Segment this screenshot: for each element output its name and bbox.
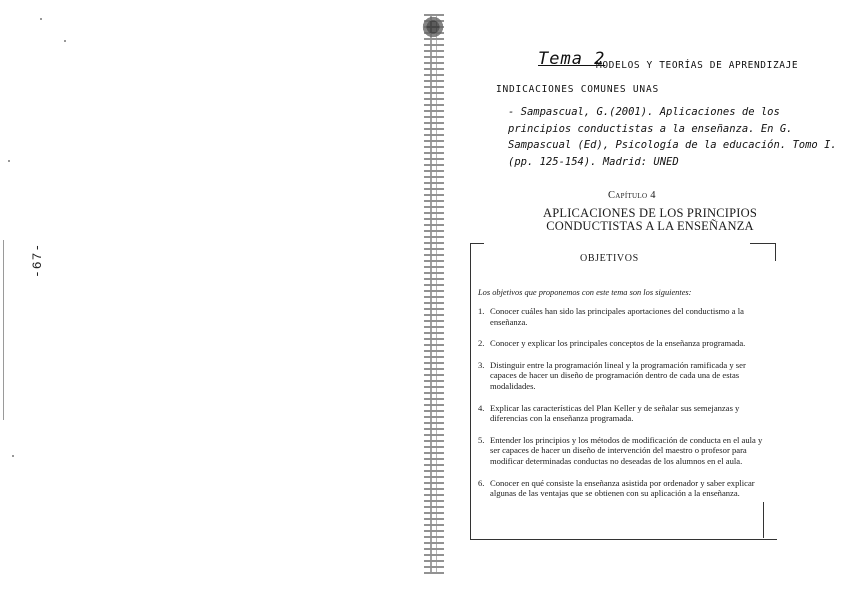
objective-item bbox=[478, 306, 778, 327]
box-corner bbox=[470, 243, 484, 244]
objective-number: 4. bbox=[478, 402, 485, 413]
box-edge bbox=[775, 243, 776, 261]
handwritten-tema-title: MODELOS Y TEORÍAS DE APRENDIZAJE bbox=[596, 60, 799, 71]
handwritten-indicaciones: INDICACIONES COMUNES UNAS bbox=[496, 84, 659, 95]
scan-speck bbox=[64, 40, 66, 42]
box-corner bbox=[750, 243, 776, 244]
objective-item bbox=[478, 403, 778, 424]
objective-text: Conocer y explicar los principales conceptos de la enseñanza programada. bbox=[490, 338, 746, 349]
objective-item bbox=[478, 435, 778, 467]
book-binding bbox=[424, 14, 444, 574]
page-number: -67- bbox=[30, 242, 45, 278]
objective-text: Entender los principios y los métodos de modificación de conducta en el aula y ser capaces de hacer un diseño de intervención del maestro o profesor para modificar determinadas conductas no deseadas de los alumnos en el aula. bbox=[490, 434, 763, 466]
objective-text: Explicar las características del Plan Keller y de señalar sus semejanzas y diferencias con la enseñanza programada. bbox=[490, 402, 740, 424]
scan-speck bbox=[8, 160, 10, 162]
right-page bbox=[450, 0, 848, 599]
objective-text: Conocer cuáles han sido las principales aportaciones del conductismo a la enseñanza. bbox=[490, 306, 744, 327]
objective-text: Distinguir entre la programación lineal y la programación ramificada y ser capaces de hacer un diseño de programación dentro de cada una de estas modalidades. bbox=[490, 359, 746, 391]
chapter-title bbox=[500, 207, 800, 233]
margin-line bbox=[3, 240, 4, 420]
objective-number: 2. bbox=[478, 338, 485, 349]
scan-speck bbox=[12, 455, 14, 457]
objective-text: Conocer en qué consiste la enseñanza asistida por ordenador y saber explicar algunas de las ventajas que se obtienen con su aplicación a la enseñanza. bbox=[490, 477, 755, 499]
objectives-intro: Los objetivos que proponemos con este tema son los siguientes: bbox=[478, 288, 692, 297]
objective-number: 3. bbox=[478, 359, 485, 370]
objective-number: 1. bbox=[478, 306, 485, 316]
left-page bbox=[0, 0, 420, 599]
objective-number: 6. bbox=[478, 477, 485, 488]
objectives-heading: OBJETIVOS bbox=[580, 253, 639, 264]
objectives-list bbox=[478, 306, 778, 510]
chapter-title-line: CONDUCTISTAS A LA ENSEÑANZA bbox=[546, 219, 754, 233]
binding-mark bbox=[420, 14, 446, 40]
handwritten-tema: Tema 2 bbox=[538, 49, 606, 69]
scan-speck bbox=[40, 18, 42, 20]
chapter-label: Capítulo 4 bbox=[608, 190, 656, 201]
objective-item bbox=[478, 338, 778, 349]
chapter-title-line: APLICACIONES DE LOS PRINCIPIOS bbox=[542, 206, 757, 220]
objective-item bbox=[478, 360, 778, 392]
objective-item bbox=[478, 478, 778, 499]
objective-number: 5. bbox=[478, 434, 485, 445]
handwritten-reference: - Sampascual, G.(2001). Aplicaciones de los principios conductistas a la enseñanza. En G. Sampascual (Ed), Psicología de la educación. Tomo I. (pp. 125-154). Madrid: UNED bbox=[508, 106, 837, 168]
